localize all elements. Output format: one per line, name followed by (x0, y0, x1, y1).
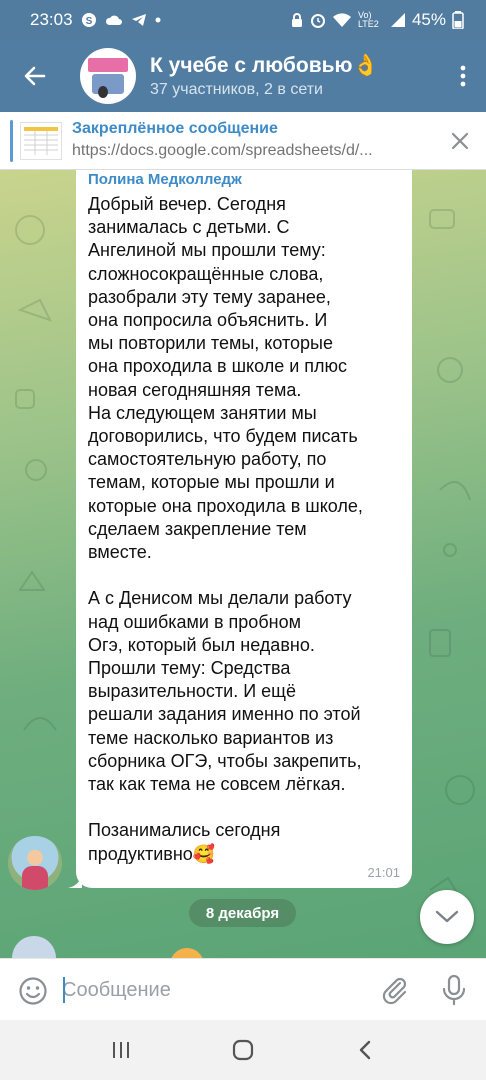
home-icon (232, 1039, 254, 1061)
group-avatar[interactable] (80, 48, 136, 104)
emoji-icon (18, 976, 48, 1006)
close-icon (448, 129, 472, 153)
more-menu-button[interactable] (440, 40, 486, 112)
app-s-icon (81, 12, 97, 28)
home-button[interactable] (223, 1030, 263, 1070)
chat-info[interactable] (150, 53, 440, 99)
message-composer (0, 958, 486, 1020)
paperclip-icon (380, 975, 410, 1005)
more-vertical-icon (460, 65, 466, 87)
arrow-back-icon (23, 64, 47, 88)
scroll-down-button[interactable] (420, 890, 474, 944)
wifi-icon (332, 12, 352, 28)
battery-label: 45% (411, 10, 446, 29)
telegram-icon (131, 13, 147, 27)
chat-subtitle: 37 участников, 2 в сети (150, 81, 323, 98)
message-bubble[interactable] (76, 170, 412, 888)
recent-apps-icon (111, 1041, 131, 1059)
svg-text:S: S (85, 16, 92, 27)
voice-message-button[interactable] (440, 974, 468, 1006)
pinned-message-bar[interactable] (0, 112, 486, 170)
emoji-button[interactable] (18, 976, 48, 1006)
chevron-left-icon (358, 1040, 372, 1060)
status-bar (0, 0, 486, 40)
chat-title: К учебе с любовью👌 (150, 54, 379, 77)
lock-icon (290, 12, 304, 28)
text-caret (63, 977, 65, 1003)
cloud-icon (105, 13, 123, 27)
back-button[interactable] (0, 40, 70, 112)
chevron-down-icon (435, 910, 459, 924)
back-nav-button[interactable] (345, 1030, 385, 1070)
pinned-title: Закреплённое сообщение (72, 120, 278, 137)
message-sender[interactable]: Полина Медколледж (88, 171, 242, 188)
message-text: Добрый вечер. Сегодня занималась с детьми. С Ангелиной мы прошли тему: сложносокращённые слова, разобрали эту тему заранее, она попросила объяснить. И мы повторили темы, которые она проходила в школе и плюс новая сегодняшняя тема. На следующем занятии мы договорились, что будем писать самостоятельную работу, по темам, которые мы прошли и которые она проходила в школе, сделаем закрепление тем вместе. А с Денисом мы делали работу над ошибками в пробном Огэ, который был недавно. Прошли тему: Средства выразительности. И ещё решали задания именно по этой теме насколько вариантов из сборника ОГЭ, чтобы закрепить, так как тема не совсем лёгкая. Позанимались сегодня продуктивно🥰 (88, 194, 363, 864)
chat-header (0, 40, 486, 112)
close-pinned-button[interactable] (448, 129, 472, 153)
message-input[interactable] (62, 973, 362, 1007)
pinned-indicator (10, 120, 13, 162)
status-time: 23:03 (30, 10, 73, 29)
pinned-url: https://docs.google.com/spreadsheets/d/... (72, 142, 373, 159)
attach-button[interactable] (380, 975, 410, 1005)
date-separator: 8 декабря (189, 899, 296, 927)
network-label: Vo) LTE2 (357, 10, 379, 29)
spreadsheet-thumbnail-icon (20, 122, 62, 160)
recent-apps-button[interactable] (101, 1030, 141, 1070)
message-time: 21:01 (367, 865, 400, 880)
bubble-tail (68, 876, 82, 888)
dot-icon (155, 17, 161, 23)
alarm-icon (310, 12, 326, 28)
microphone-icon (440, 974, 468, 1006)
battery-icon (452, 11, 464, 29)
system-nav-bar (0, 1020, 486, 1080)
signal-icon (390, 12, 406, 28)
sender-avatar[interactable] (8, 836, 62, 890)
chat-area[interactable] (0, 170, 486, 958)
